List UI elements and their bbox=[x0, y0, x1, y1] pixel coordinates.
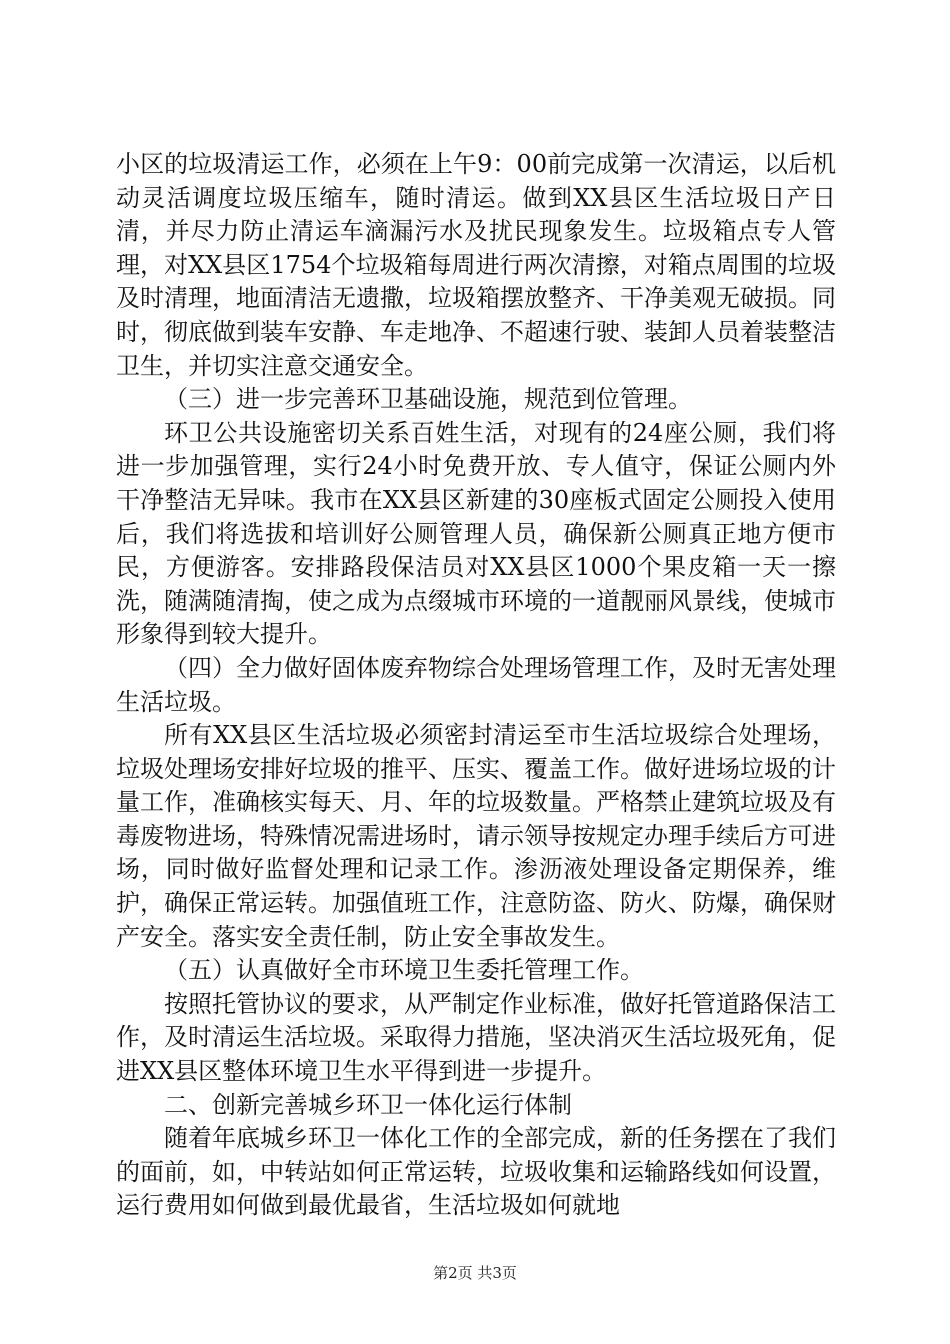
paragraph-1: 小区的垃圾清运工作，必须在上午9：00前完成第一次清运，以后机动灵活调度垃圾压缩车，随时清运。做到XX县区生活垃圾日产日清，并尽力防止清运车滴漏污水及扰民现象发生。垃圾箱点专人管理，对XX县区1754个垃圾箱每周进行两次清擦，对箱点周围的垃圾及时清理，地面清洁无遗撒，垃圾箱摆放整齐、干净美观无破损。同时，彻底做到装车安静、车走地净、不超速行驶、装卸人员着装整洁卫生，并切实注意交通安全。 bbox=[116, 150, 836, 380]
paragraph-3: 所有XX县区生活垃圾必须密封清运至市生活垃圾综合处理场，垃圾处理场安排好垃圾的推平、压实、覆盖工作。做好进场垃圾的计量工作，准确核实每天、月、年的垃圾数量。严格禁止建筑垃圾及有毒废物进场，特殊情况需进场时，请示领导按规定办理手续后方可进场，同时做好监督处理和记录工作。渗沥液处理设备定期保养，维护，确保正常运转。加强值班工作，注意防盗、防火、防爆，确保财产安全。落实安全责任制，防止安全事故发生。 bbox=[116, 721, 836, 951]
document-body bbox=[116, 148, 836, 1223]
paragraph-4: 按照托管协议的要求，从严制定作业标准，做好托管道路保洁工作，及时清运生活垃圾。采取得力措施，坚决消灭生活垃圾死角，促进XX县区整体环境卫生水平得到进一步提升。 bbox=[116, 989, 836, 1086]
paragraph-5: 随着年底城乡环卫一体化工作的全部完成，新的任务摆在了我们的面前，如，中转站如何正常运转，垃圾收集和运输路线如何设置，运行费用如何做到最优最省，生活垃圾如何就地 bbox=[116, 1124, 836, 1220]
section-heading-3: （三）进一步完善环卫基础设施，规范到位管理。 bbox=[164, 385, 692, 414]
page-footer bbox=[0, 1262, 950, 1283]
page-number-label: 第2页 共3页 bbox=[433, 1264, 517, 1282]
paragraph-2: 环卫公共设施密切关系百姓生活，对现有的24座公厕，我们将进一步加强管理，实行24小时免费开放、专人值守，保证公厕内外干净整洁无异味。我市在XX县区新建的30座板式固定公厕投入使用后，我们将选拔和培训好公厕管理人员，确保新公厕真正地方便市民，方便游客。安排路段保洁员对XX县区1000个果皮箱一天一擦洗，随满随清掏，使之成为点缀城市环境的一道靓丽风景线，使城市形象得到较大提升。 bbox=[116, 418, 836, 649]
section-heading-5: （五）认真做好全市环境卫生委托管理工作。 bbox=[164, 956, 644, 985]
chapter-heading-2: 二、创新完善城乡环卫一体化运行体制 bbox=[164, 1090, 572, 1119]
section-heading-4: （四）全力做好固体废弃物综合处理场管理工作，及时无害处理生活垃圾。 bbox=[116, 653, 836, 716]
